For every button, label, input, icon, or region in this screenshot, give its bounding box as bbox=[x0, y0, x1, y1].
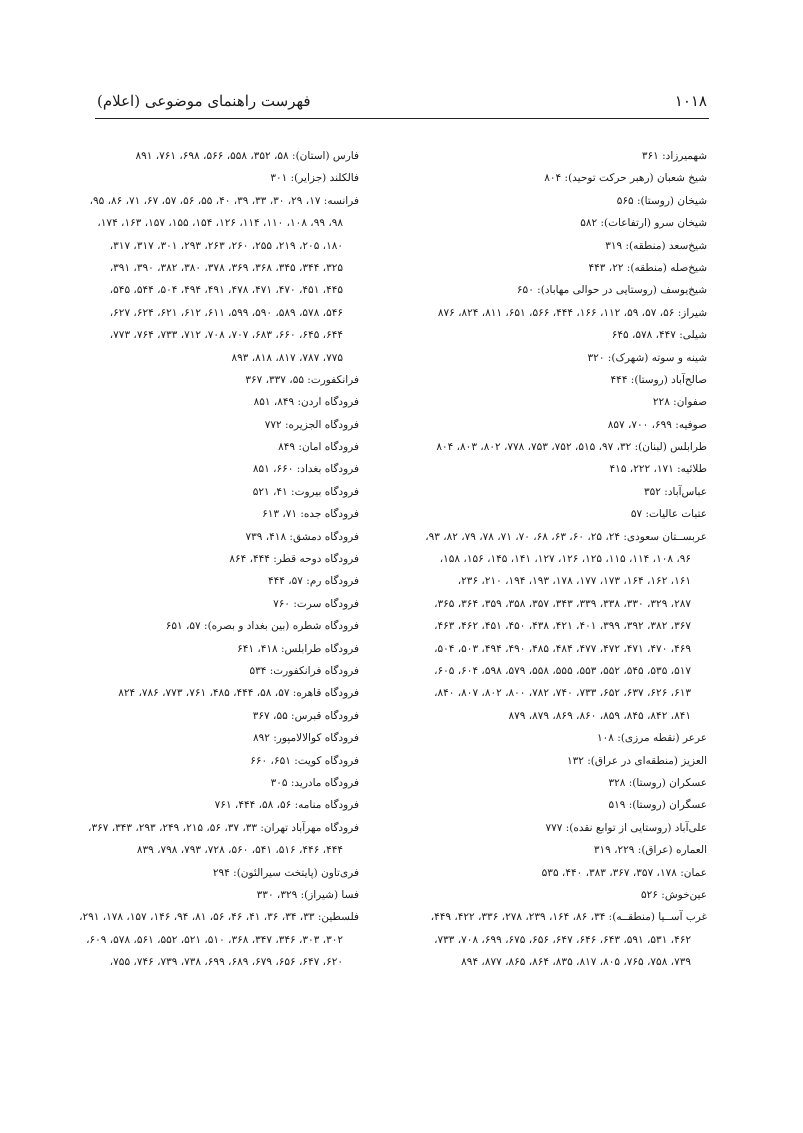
index-entry: فرودگاه رم: ۵۷، ۴۴۴ bbox=[268, 575, 359, 588]
index-entry: فرودگاه اردن: ۸۴۹، ۸۵۱ bbox=[253, 396, 359, 409]
index-entry: شیخ‌سعد (منطقه): ۳۱۹ bbox=[605, 239, 707, 252]
index-entry: شیخان سرو (ارتفاعات): ۵۸۲ bbox=[580, 217, 707, 230]
index-entry: فرودگاه قاهره: ۵۷، ۵۸، ۴۴۴، ۴۸۵، ۷۶۱، ۷۷۳، ۷۸۶، ۸۲۴ bbox=[118, 687, 359, 700]
index-entry: فرودگاه منامه: ۵۶، ۵۸، ۴۴۴، ۷۶۱ bbox=[214, 799, 359, 812]
index-entry: شیلی: ۴۴۷، ۵۷۸، ۶۴۵ bbox=[611, 329, 707, 342]
index-entry: عسگران (روستا): ۵۱۹ bbox=[608, 799, 707, 812]
index-entry: شیراز: ۵۶، ۵۷، ۵۹، ۱۱۲، ۱۶۶، ۴۴۴، ۵۶۶، ۶۵۱، ۸۱۱، ۸۲۴، ۸۷۶ bbox=[437, 306, 707, 319]
index-entry: فرودگاه فرانکفورت: ۵۳۴ bbox=[249, 664, 359, 677]
index-entry: فسا (شیراز): ۳۲۹، ۳۳۰ bbox=[256, 888, 359, 901]
index-entry: شیخ‌صله (منطقه): ۲۲، ۴۴۳ bbox=[588, 261, 707, 274]
index-entry: فرودگاه بیروت: ۴۱، ۵۲۱ bbox=[252, 485, 359, 498]
index-entry: عرعر (نقطه مرزی): ۱۰۸ bbox=[597, 732, 707, 745]
index-entry: فرانسه: ۱۷، ۲۹، ۳۰، ۳۳، ۳۹، ۴۰، ۵۵، ۵۶، ۵۷، ۶۷، ۷۱، ۸۶، ۹۵، bbox=[89, 194, 359, 207]
index-entry-continuation: ۴۶۲، ۵۳۱، ۵۹۱، ۶۴۳، ۶۴۶، ۶۴۷، ۶۵۶، ۶۷۵، ۶۹۹، ۷۰۸، ۷۳۳، bbox=[434, 933, 691, 946]
index-entry: شهمیرزاد: ۳۶۱ bbox=[641, 150, 707, 162]
index-entry: شینه و سوته (شهرک): ۳۲۰ bbox=[587, 351, 707, 364]
index-entry-continuation: ۹۶، ۱۰۸، ۱۱۴، ۱۱۵، ۱۲۵، ۱۲۶، ۱۲۷، ۱۴۱، ۱۴۵، ۱۵۶، ۱۵۸، bbox=[439, 553, 691, 566]
index-entry: طرابلس (لبنان): ۳۲، ۹۷، ۵۱۵، ۷۵۲، ۷۵۳، ۷۷۸، ۸۰۲، ۸۰۳، ۸۰۴ bbox=[436, 441, 707, 454]
index-entry: عین‌خوش: ۵۲۶ bbox=[641, 888, 707, 901]
index-entry: عربســتان سعودی: ۲۴، ۲۵، ۶۰، ۶۳، ۶۸، ۷۰، ۷۱، ۷۸، ۷۹، ۸۲، ۹۳، bbox=[425, 530, 707, 543]
index-entry-continuation: ۴۴۵، ۴۵۱، ۴۷۰، ۴۷۱، ۴۷۸، ۴۹۱، ۴۹۴، ۵۰۴، ۵۴۴، ۵۴۵، bbox=[109, 284, 343, 297]
index-entry: عتبات عالیات: ۵۷ bbox=[630, 508, 707, 521]
index-entry: فرودگاه طرابلس: ۴۱۸، ۶۴۱ bbox=[237, 642, 359, 655]
index-entry: فرودگاه الجزیره: ۷۷۲ bbox=[264, 418, 359, 431]
index-entry: فرودگاه دوحه قطر: ۴۴۴، ۸۶۴ bbox=[229, 553, 359, 566]
index-entry-continuation: ۸۴۱، ۸۴۲، ۸۴۵، ۸۵۹، ۸۶۰، ۸۶۹، ۸۷۹، ۸۷۹ bbox=[508, 709, 691, 722]
index-entry: فرودگاه کوالالامپور: ۸۹۲ bbox=[253, 732, 359, 745]
index-entry: عباس‌آباد: ۳۵۲ bbox=[644, 485, 707, 498]
index-column-left bbox=[64, 145, 359, 973]
index-entry: فارس (استان): ۵۸، ۳۵۲، ۵۵۸، ۵۶۶، ۶۹۸، ۷۶۱، ۸۹۱ bbox=[135, 150, 359, 162]
index-entry: شیخ شعبان (رهبر حرکت توحید): ۸۰۴ bbox=[544, 172, 707, 185]
index-entry-continuation: ۱۶۱، ۱۶۲، ۱۶۴، ۱۷۳، ۱۷۷، ۱۷۸، ۱۹۳، ۱۹۴، ۲۱۰، ۲۳۶، bbox=[457, 575, 691, 588]
index-entry: صالح‌آباد (روستا): ۴۴۴ bbox=[610, 373, 707, 386]
index-entry: فالکلند (جزایر): ۳۰۱ bbox=[270, 172, 359, 185]
index-entry: علی‌آباد (روستایی از توابع نقده): ۷۷۷ bbox=[545, 821, 707, 834]
index-entry-continuation: ۵۴۶، ۵۷۸، ۵۸۹، ۵۹۰، ۵۹۹، ۶۱۱، ۶۱۲، ۶۲۱، ۶۲۴، ۶۲۷، bbox=[109, 306, 343, 319]
index-entry: فری‌تاون (پایتخت سیرالئون): ۲۹۴ bbox=[212, 866, 359, 879]
index-entry: فرودگاه کویت: ۶۵۱، ۶۶۰ bbox=[250, 754, 359, 767]
index-entry: شیخان (روستا): ۵۶۵ bbox=[616, 194, 707, 207]
index-entry-continuation: ۷۷۵، ۷۸۷، ۸۱۷، ۸۱۸، ۸۹۳ bbox=[231, 351, 343, 364]
index-entry: صوفیه: ۶۹۹، ۷۰۰، ۸۵۷ bbox=[607, 418, 707, 431]
index-column-right bbox=[412, 145, 707, 973]
index-entry-continuation: ۲۸۷، ۳۲۹، ۳۳۰، ۳۳۸، ۳۳۹، ۳۴۳، ۳۵۷، ۳۵۸، ۳۵۹، ۳۶۴، ۳۶۵، bbox=[434, 597, 691, 610]
index-entry-continuation: ۶۲۰، ۶۴۷، ۶۵۶، ۶۷۹، ۶۸۹، ۶۹۹، ۷۳۸، ۷۳۹، ۷۴۶، ۷۵۵، bbox=[109, 956, 343, 969]
index-entry: فرودگاه مادرید: ۳۰۵ bbox=[270, 776, 359, 789]
index-entry: فلسطین: ۳۳، ۳۴، ۳۶، ۴۱، ۴۶، ۵۶، ۸۱، ۹۴، ۱۴۶، ۱۵۷، ۱۷۸، ۲۹۱، bbox=[79, 911, 359, 924]
index-entry: صفوان: ۲۲۸ bbox=[652, 396, 707, 409]
index-entry: عسکران (روستا): ۳۲۸ bbox=[608, 776, 707, 789]
running-title: فهرست راهنمای موضوعی (اعلام) bbox=[97, 92, 311, 110]
index-entry: فرودگاه شطره (بین بغداد و بصره): ۵۷، ۶۵۱ bbox=[165, 620, 359, 633]
index-entry-continuation: ۶۱۳، ۶۲۶، ۶۳۷، ۶۵۲، ۷۳۳، ۷۴۰، ۷۸۲، ۸۰۰، ۸۰۲، ۸۰۷، ۸۴۰، bbox=[434, 687, 691, 700]
index-entry: فرودگاه قبرس: ۵۵، ۳۶۷ bbox=[252, 709, 359, 722]
index-entry: طلائیه: ۱۷۱، ۲۲۲، ۴۱۵ bbox=[609, 463, 707, 476]
index-entry-continuation: ۴۴۴، ۴۴۶، ۵۱۶، ۵۴۱، ۵۶۰، ۷۲۸، ۷۹۳، ۷۹۸، ۸۳۹ bbox=[136, 844, 343, 857]
index-entry-continuation: ۷۳۹، ۷۵۸، ۷۶۵، ۸۰۵، ۸۱۷، ۸۳۵، ۸۶۴، ۸۶۵، ۸۷۷، ۸۹۴ bbox=[461, 956, 691, 969]
index-entry: فرودگاه بغداد: ۶۶۰، ۸۵۱ bbox=[252, 463, 359, 476]
index-entry: فرودگاه امان: ۸۴۹ bbox=[278, 441, 359, 454]
index-entry-continuation: ۹۸، ۹۹، ۱۰۸، ۱۱۰، ۱۱۴، ۱۲۶، ۱۵۴، ۱۵۵، ۱۵۷، ۱۶۳، ۱۷۴، bbox=[97, 217, 343, 230]
page-header bbox=[95, 88, 709, 119]
index-entry-continuation: ۳۲۵، ۳۴۴، ۳۴۵، ۳۶۸، ۳۶۹، ۳۷۸، ۳۸۰، ۳۸۲، ۳۹۰، ۳۹۱، bbox=[109, 261, 343, 274]
index-entry: فرودگاه مهرآباد تهران: ۳۳، ۳۷، ۵۶، ۲۱۵، ۲۴۹، ۲۹۳، ۳۴۳، ۳۶۷، bbox=[88, 821, 359, 834]
index-entry: فرودگاه سرت: ۷۶۰ bbox=[273, 597, 359, 610]
index-entry-continuation: ۳۰۲، ۳۰۳، ۳۴۶، ۳۴۷، ۳۶۸، ۵۱۰، ۵۲۱، ۵۵۲، ۵۶۱، ۵۷۸، ۶۰۹، bbox=[86, 933, 343, 946]
index-entry: غرب آســیا (منطقــه): ۳۴، ۸۶، ۱۶۴، ۲۳۹، ۲۷۸، ۳۳۶، ۴۲۲، ۴۴۹، bbox=[430, 911, 707, 924]
index-entry: عمان: ۱۷۸، ۳۵۷، ۳۶۷، ۳۸۳، ۴۴۰، ۵۳۵ bbox=[541, 866, 707, 879]
index-entry: العماره (عراق): ۲۲۹، ۳۱۹ bbox=[593, 844, 707, 857]
index-entry: فرودگاه دمشق: ۴۱۸، ۷۳۹ bbox=[245, 530, 359, 543]
index-entry: شیخ‌یوسف (روستایی در حوالی مهاباد): ۶۵۰ bbox=[516, 284, 707, 297]
index-entry-continuation: ۱۸۰، ۲۰۵، ۲۱۹، ۲۵۵، ۲۶۰، ۲۶۳، ۲۹۳، ۳۰۱، ۳۱۷، ۳۱۷، bbox=[109, 239, 343, 252]
page-number: ۱۰۱۸ bbox=[674, 92, 707, 110]
index-entry-continuation: ۵۱۷، ۵۳۵، ۵۴۵، ۵۵۲، ۵۵۳، ۵۵۵، ۵۵۸، ۵۷۹، ۵۹۸، ۶۰۴، ۶۰۵، bbox=[434, 664, 691, 677]
index-entry: فرودگاه جده: ۷۱، ۶۱۳ bbox=[262, 508, 359, 521]
index-entry-continuation: ۶۴۴، ۶۴۵، ۶۶۰، ۶۸۳، ۷۰۷، ۷۰۸، ۷۱۲، ۷۳۳، ۷۶۴، ۷۷۳، bbox=[109, 329, 343, 342]
index-entry: العزیز (منطقه‌ای در عراق): ۱۳۲ bbox=[566, 754, 707, 767]
index-entry-continuation: ۴۶۹، ۴۷۰، ۴۷۱، ۴۷۲، ۴۷۷، ۴۸۴، ۴۸۵، ۴۹۰، ۴۹۴، ۵۰۳، ۵۰۴، bbox=[434, 642, 691, 655]
index-entry-continuation: ۳۶۷، ۳۸۲، ۳۹۲، ۳۹۹، ۴۰۱، ۴۲۱، ۴۳۸، ۴۵۰، ۴۵۱، ۴۶۲، ۴۶۳، bbox=[434, 620, 691, 633]
index-entry: فرانکفورت: ۵۵، ۳۳۷، ۳۶۷ bbox=[245, 373, 359, 386]
